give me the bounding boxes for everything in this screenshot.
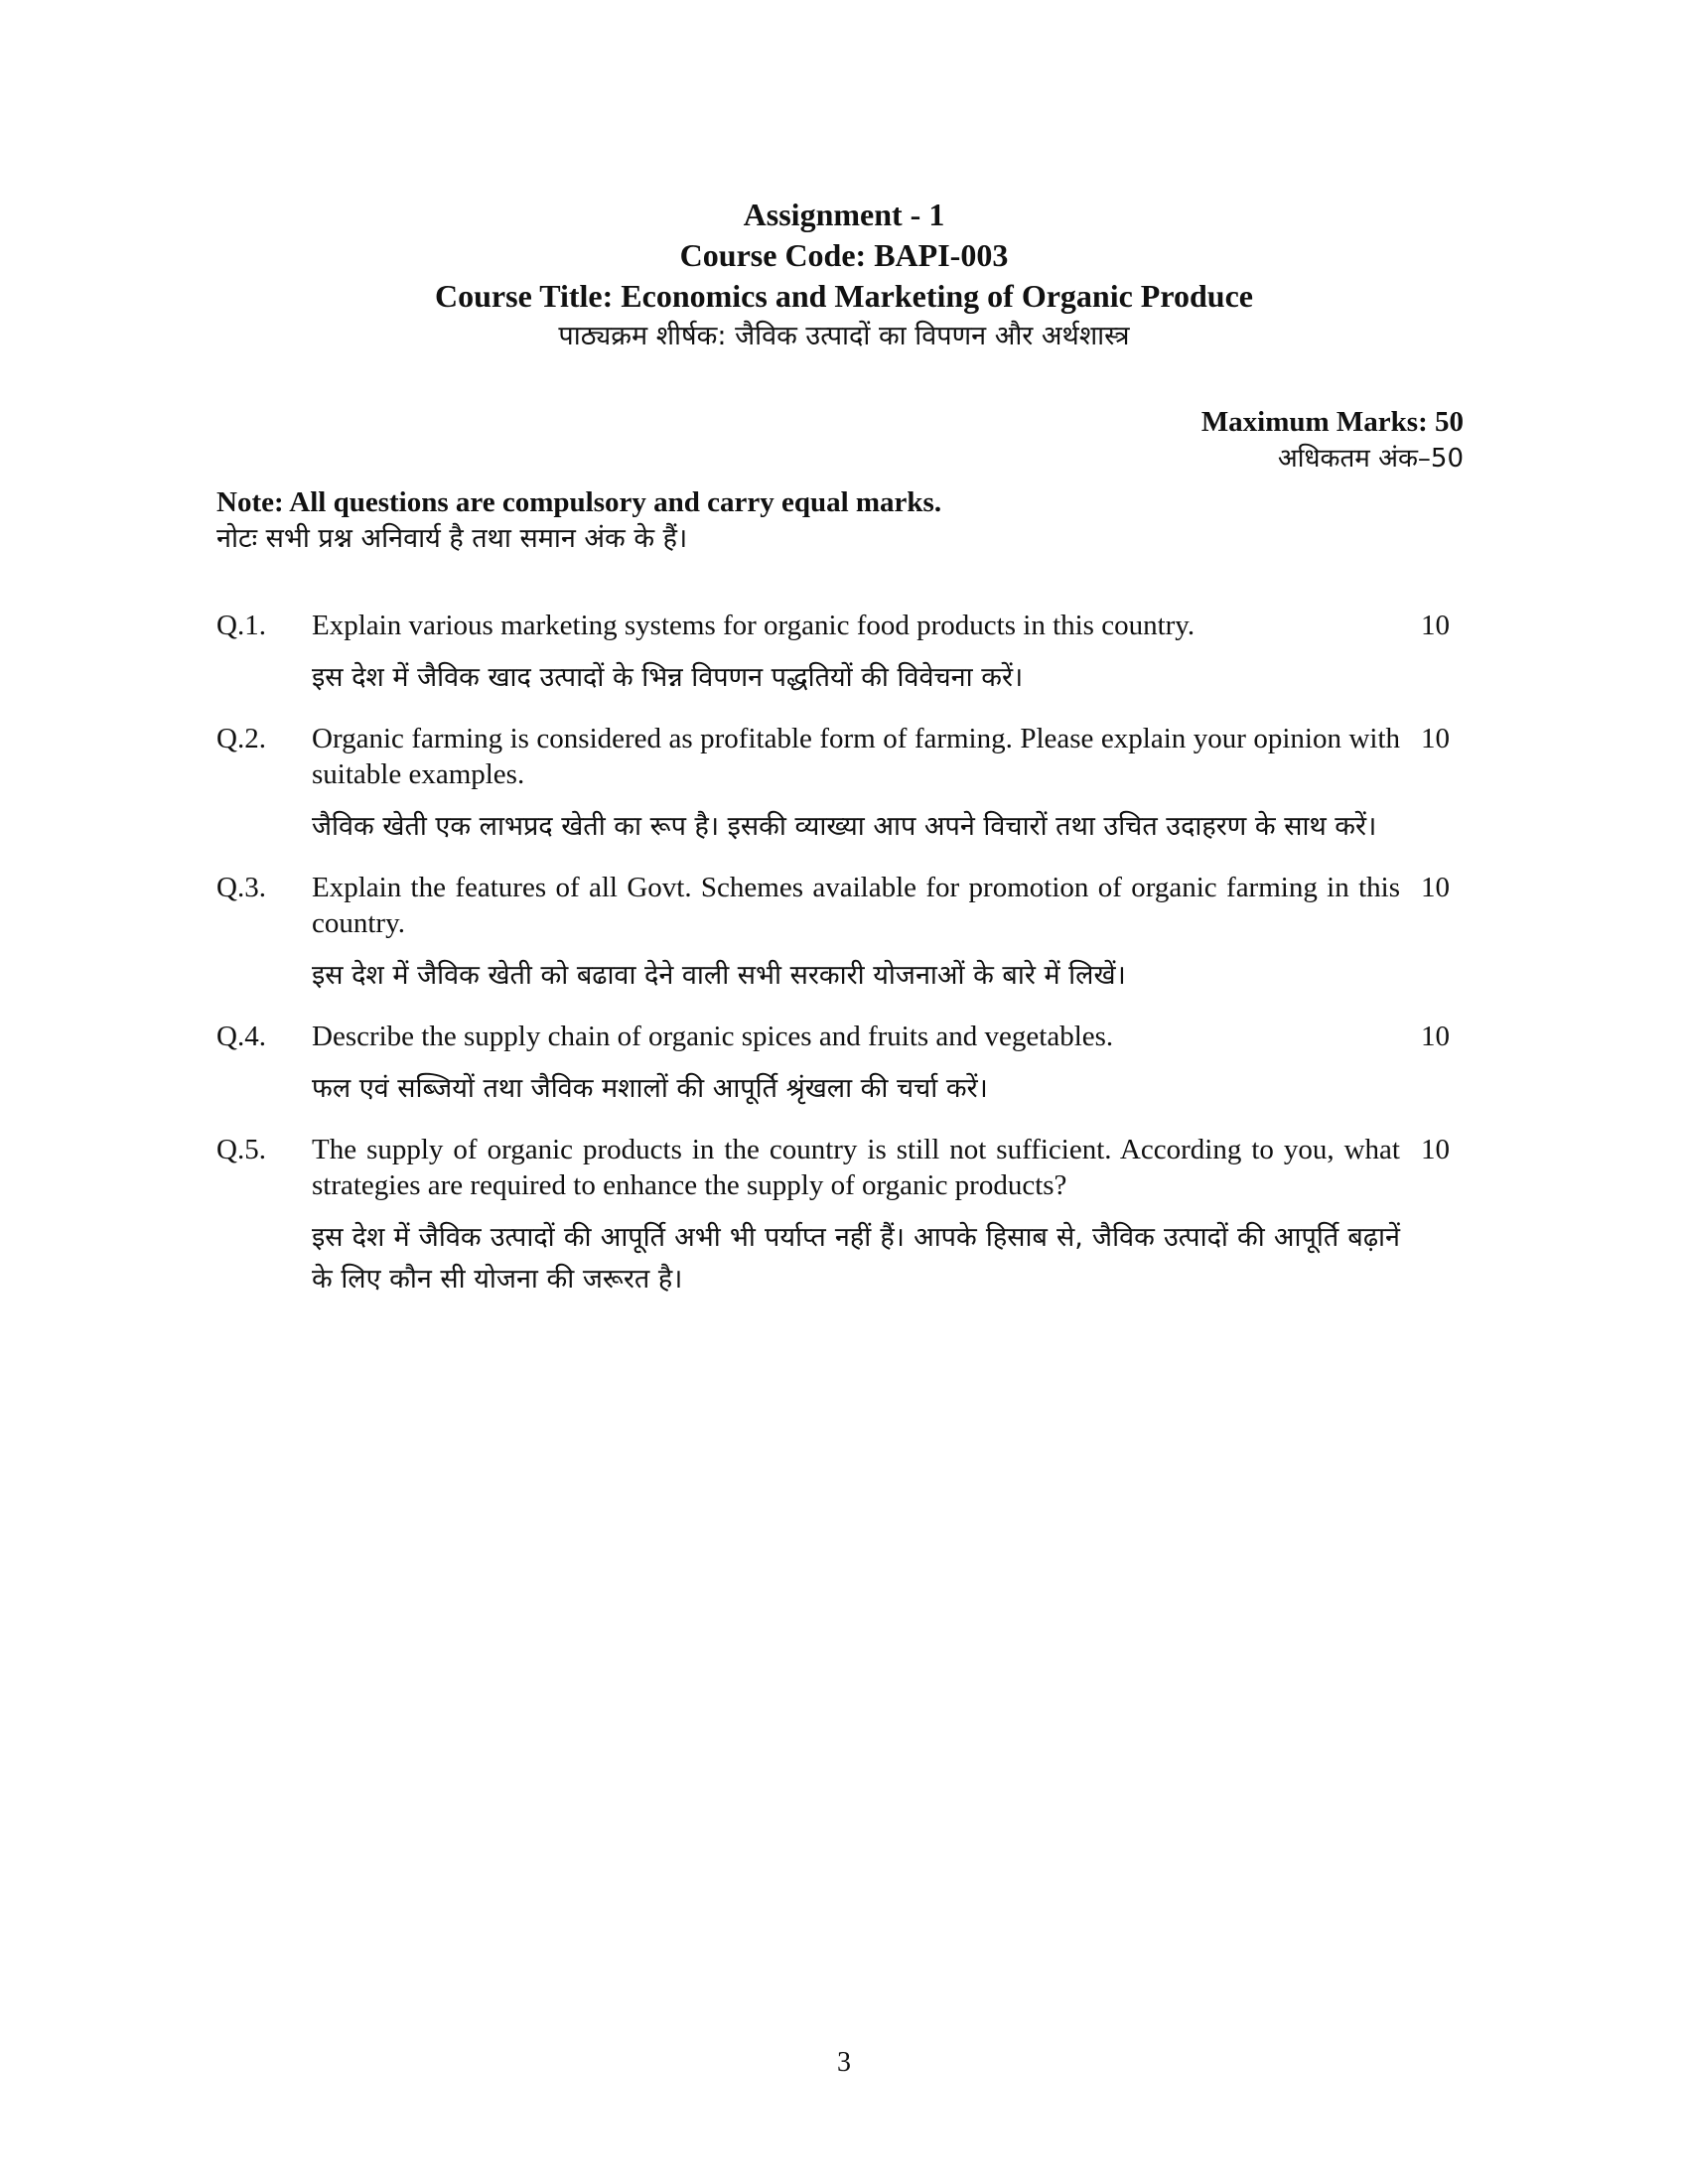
maximum-marks-hindi: अधिकतम अंक–50 [1277, 444, 1464, 474]
maximum-marks [1201, 403, 1464, 477]
question-3 [216, 870, 1468, 997]
question-body [312, 721, 1400, 848]
maximum-marks-english: Maximum Marks: 50 [1200, 406, 1464, 438]
question-5 [216, 1132, 1468, 1300]
course-title-hindi: पाठ्यक्रम शीर्षक: जैविक उत्पादों का विपणन और अर्थशास्त्र [558, 321, 1130, 351]
question-text-hindi: फल एवं सब्जियों तथा जैविक मशालों की आपूर्ति श्रृंखला की चर्चा करें। [312, 1073, 988, 1104]
question-body [312, 1019, 1400, 1110]
question-text-hindi: इस देश में जैविक खेती को बढावा देने वाली सभी सरकारी योजनाओं के बारे में लिखें। [312, 960, 1126, 991]
question-2 [216, 721, 1468, 848]
question-text-english: Organic farming is considered as profitable form of farming. Please explain your opinion with suitable examples. [312, 723, 1400, 790]
document-header [0, 195, 1688, 356]
question-number: Q.5. [216, 1134, 266, 1165]
question-marks: 10 [1421, 1021, 1450, 1052]
question-marks: 10 [1421, 723, 1450, 754]
question-number: Q.1. [216, 610, 266, 641]
question-text-hindi: इस देश में जैविक उत्पादों की आपूर्ति अभी भी पर्याप्त नहीं हैं। आपके हिसाब से, जैविक उत्पादों की आपूर्ति बढ़ानें के लिए कौन सी योजना की जरूरत है। [312, 1222, 1400, 1295]
question-4 [216, 1019, 1468, 1110]
question-body [312, 608, 1400, 699]
question-marks: 10 [1421, 1134, 1450, 1165]
question-text-english: Describe the supply chain of organic spices and fruits and vegetables. [312, 1021, 1114, 1052]
page-number: 3 [837, 2047, 851, 2078]
note [216, 484, 941, 558]
question-text-hindi: इस देश में जैविक खाद उत्पादों के भिन्न विपणन पद्धतियों की विवेचना करें। [312, 662, 1024, 693]
question-text-hindi: जैविक खेती एक लाभप्रद खेती का रूप है। इसकी व्याख्या आप अपने विचारों तथा उचित उदाहरण के साथ करें। [312, 811, 1377, 842]
question-list [216, 608, 1468, 1322]
question-text-english: Explain various marketing systems for organic food products in this country. [312, 610, 1196, 641]
question-number: Q.3. [216, 872, 266, 903]
question-1 [216, 608, 1468, 699]
question-number: Q.4. [216, 1021, 266, 1052]
note-english: Note: All questions are compulsory and carry equal marks. [216, 486, 942, 518]
question-marks: 10 [1421, 610, 1450, 641]
course-title: Course Title: Economics and Marketing of Organic Produce [435, 278, 1253, 314]
question-number: Q.2. [216, 723, 266, 754]
question-body [312, 870, 1400, 997]
note-hindi: नोटः सभी प्रश्न अनिवार्य है तथा समान अंक के हैं। [216, 523, 688, 554]
question-marks: 10 [1421, 872, 1450, 903]
assignment-title: Assignment - 1 [743, 197, 945, 232]
course-code: Course Code: BAPI-003 [679, 237, 1009, 273]
question-text-english: The supply of organic products in the country is still not sufficient. According to you, what strategies are required to enhance the supply of organic products? [312, 1134, 1400, 1201]
question-text-english: Explain the features of all Govt. Schemes available for promotion of organic farming in this country. [312, 872, 1400, 939]
question-body [312, 1132, 1400, 1300]
